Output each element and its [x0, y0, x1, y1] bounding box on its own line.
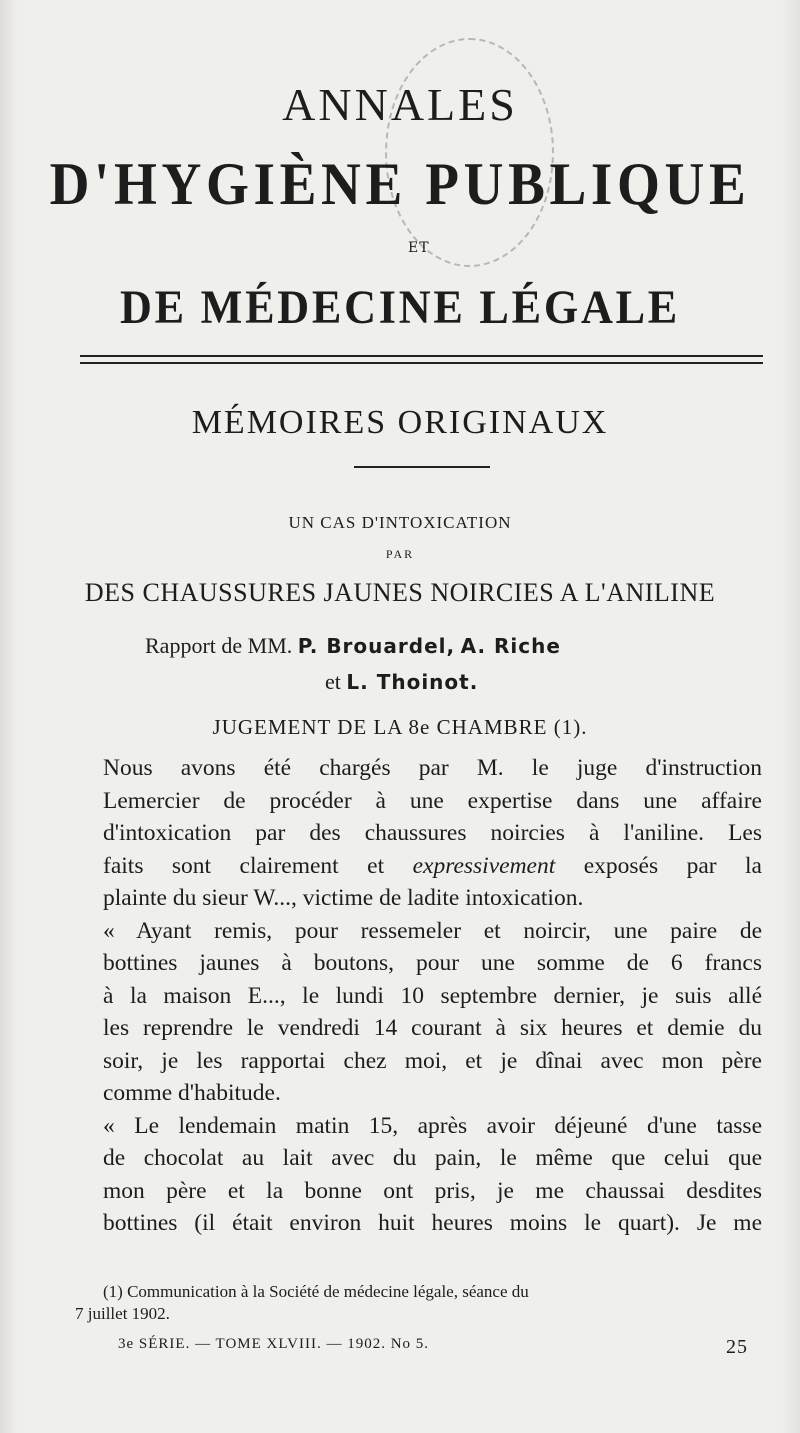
text-line: bottines jaunes à boutons, pour une somme de 6 francs: [103, 950, 762, 976]
text-line: mon père et la bonne ont pris, je me chaussai desdites: [103, 1177, 762, 1204]
header-rule-bottom: [80, 362, 763, 364]
italic-word: expressivement: [412, 852, 556, 879]
author-riche: A. Riche: [460, 634, 561, 658]
text-line: les reprendre le vendredi 14 courant à six heures et demie du: [103, 1015, 762, 1041]
text-fragment: exposés par la: [583, 852, 762, 879]
text-fragment: faits sont clairement et: [103, 852, 385, 879]
text-line: plainte du sieur W..., victime de ladite intoxication.: [103, 885, 584, 911]
section-divider: [354, 466, 490, 468]
paragraph-2: [77, 915, 762, 1110]
report-prefix: Rapport de MM.: [145, 633, 293, 658]
journal-title-et: ET: [408, 240, 430, 256]
section-title: MÉMOIRES ORIGINAUX: [191, 404, 609, 441]
paragraph-3: [77, 1110, 762, 1240]
text-line: Nous avons été chargés par M. le juge d'instruction: [103, 755, 762, 781]
jugement-heading: JUGEMENT DE LA 8e CHAMBRE (1).: [212, 715, 588, 739]
author-brouardel: P. Brouardel,: [297, 634, 456, 658]
author-thoinot: L. Thoinot.: [346, 670, 479, 694]
text-line: à la maison E..., le lundi 10 septembre dernier, je suis allé: [103, 982, 762, 1009]
footnote-line1: (1) Communication à la Société de médecine légale, séance du: [103, 1282, 529, 1301]
text-line: « Ayant remis, pour ressemeler et noircir, une paire de: [103, 917, 762, 944]
journal-title-line1: ANNALES: [282, 79, 518, 130]
text-line: comme d'habitude.: [103, 1080, 281, 1106]
authors-line2: [145, 664, 745, 700]
text-line: Lemercier de procéder à une expertise dans une affaire: [103, 787, 762, 814]
text-line: soir, je les rapportai chez moi, et je dînai avec mon père: [103, 1047, 762, 1074]
authors-and: et: [325, 669, 341, 694]
page-number: 25: [726, 1336, 748, 1358]
article-case-line: UN CAS D'INTOXICATION: [288, 513, 512, 532]
text-line: d'intoxication par des chaussures noircies à l'aniline. Les: [103, 820, 762, 846]
text-line: « Le lendemain matin 15, après avoir déjeuné d'une tasse: [103, 1112, 762, 1139]
footnote: [75, 1281, 765, 1325]
authors-block: [145, 628, 745, 700]
article-body: [77, 752, 762, 1240]
text-line-with-italic: [77, 850, 762, 883]
journal-title-line3: DE MÉDECINE LÉGALE: [119, 281, 681, 334]
header-rule-top: [80, 355, 763, 357]
journal-title-line2: D'HYGIÈNE PUBLIQUE: [49, 151, 751, 217]
text-line: de chocolat au lait avec du pain, le même que celui que: [103, 1145, 762, 1171]
paragraph-1: [77, 752, 762, 915]
article-headline: DES CHAUSSURES JAUNES NOIRCIES A L'ANILINE: [84, 578, 716, 607]
authors-line1: [145, 628, 745, 664]
article-par: PAR: [385, 547, 415, 561]
text-line: bottines (il était environ huit heures moins le quart). Je me: [103, 1210, 762, 1236]
footnote-line2: 7 juillet 1902.: [75, 1304, 170, 1323]
series-info: 3e SÉRIE. — TOME XLVIII. — 1902. No 5.: [118, 1336, 430, 1352]
page-footer: [118, 1336, 748, 1358]
